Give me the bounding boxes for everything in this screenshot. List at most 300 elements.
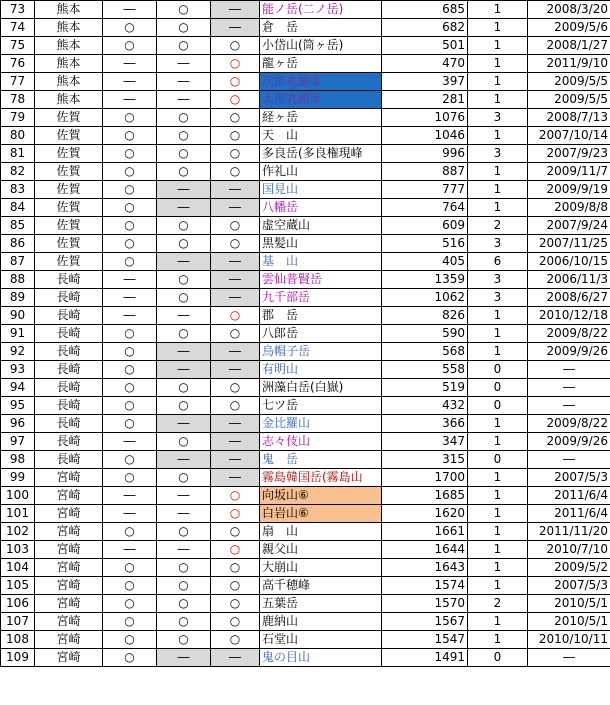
cell-date[interactable]: 2008/6/27 (528, 289, 610, 307)
cell-mountain-name[interactable]: 洲藻白岳(白嶽) (260, 379, 382, 397)
cell-mountain-name[interactable]: 金比羅山 (260, 415, 382, 433)
cell-number[interactable]: 106 (1, 595, 35, 613)
cell-mark-c[interactable]: ○ (211, 235, 260, 253)
cell-number[interactable]: 82 (1, 163, 35, 181)
cell-mountain-name[interactable]: 扇 山 (260, 523, 382, 541)
cell-mark-a[interactable]: ○ (103, 559, 157, 577)
cell-mountain-name[interactable]: 経ヶ岳 (260, 109, 382, 127)
cell-elevation[interactable]: 1567 (382, 613, 468, 631)
cell-count[interactable]: 1 (468, 559, 528, 577)
cell-count[interactable]: 1 (468, 523, 528, 541)
cell-number[interactable]: 91 (1, 325, 35, 343)
cell-prefecture[interactable]: 宮崎 (35, 559, 103, 577)
cell-prefecture[interactable]: 熊本 (35, 91, 103, 109)
cell-elevation[interactable]: 826 (382, 307, 468, 325)
cell-mark-b[interactable]: ○ (157, 559, 211, 577)
cell-mark-c[interactable]: ○ (211, 523, 260, 541)
cell-elevation[interactable]: 516 (382, 235, 468, 253)
cell-mark-a[interactable]: ○ (103, 577, 157, 595)
cell-elevation[interactable]: 558 (382, 361, 468, 379)
cell-number[interactable]: 97 (1, 433, 35, 451)
cell-mark-a[interactable]: ― (103, 55, 157, 73)
cell-date[interactable]: 2007/9/24 (528, 217, 610, 235)
cell-date[interactable]: 2010/7/10 (528, 541, 610, 559)
cell-number[interactable]: 80 (1, 127, 35, 145)
cell-mountain-name[interactable]: 石堂山 (260, 631, 382, 649)
cell-date[interactable]: 2010/5/1 (528, 595, 610, 613)
cell-count[interactable]: 1 (468, 181, 528, 199)
cell-mountain-name[interactable]: 能ノ岳(二ノ岳) (260, 1, 382, 19)
cell-mark-a[interactable]: ○ (103, 343, 157, 361)
cell-number[interactable]: 78 (1, 91, 35, 109)
cell-mark-a[interactable]: ○ (103, 37, 157, 55)
cell-count[interactable]: 1 (468, 631, 528, 649)
cell-prefecture[interactable]: 佐賀 (35, 145, 103, 163)
cell-elevation[interactable]: 347 (382, 433, 468, 451)
cell-date[interactable]: 2009/11/7 (528, 163, 610, 181)
cell-mark-c[interactable]: ○ (211, 109, 260, 127)
cell-prefecture[interactable]: 宮崎 (35, 505, 103, 523)
cell-elevation[interactable]: 1620 (382, 505, 468, 523)
cell-mark-a[interactable]: ○ (103, 145, 157, 163)
cell-date[interactable]: ― (528, 397, 610, 415)
cell-mark-b[interactable]: ― (157, 91, 211, 109)
cell-mark-b[interactable]: ○ (157, 37, 211, 55)
cell-count[interactable]: 1 (468, 91, 528, 109)
cell-prefecture[interactable]: 佐賀 (35, 235, 103, 253)
cell-elevation[interactable]: 1700 (382, 469, 468, 487)
cell-mountain-name[interactable]: 虚空蔵山 (260, 217, 382, 235)
cell-elevation[interactable]: 1491 (382, 649, 468, 667)
cell-mark-a[interactable]: ○ (103, 631, 157, 649)
cell-mark-a[interactable]: ○ (103, 397, 157, 415)
cell-number[interactable]: 98 (1, 451, 35, 469)
cell-mountain-name[interactable]: 九千部岳 (260, 289, 382, 307)
cell-mark-b[interactable]: ― (157, 361, 211, 379)
cell-count[interactable]: 6 (468, 253, 528, 271)
cell-mountain-name[interactable]: 烏帽子岳 (260, 343, 382, 361)
cell-date[interactable]: 2007/10/14 (528, 127, 610, 145)
cell-mark-c[interactable]: ○ (211, 397, 260, 415)
cell-date[interactable]: 2009/9/26 (528, 433, 610, 451)
cell-elevation[interactable]: 1570 (382, 595, 468, 613)
cell-mark-c[interactable]: ― (211, 451, 260, 469)
cell-mountain-name[interactable]: 霧島韓国岳(霧島山 (260, 469, 382, 487)
cell-number[interactable]: 95 (1, 397, 35, 415)
cell-mark-c[interactable]: ○ (211, 577, 260, 595)
cell-date[interactable]: 2009/8/22 (528, 415, 610, 433)
cell-mountain-name[interactable]: 作礼山 (260, 163, 382, 181)
cell-mark-a[interactable]: ○ (103, 253, 157, 271)
cell-date[interactable]: 2009/5/5 (528, 91, 610, 109)
cell-count[interactable]: 1 (468, 505, 528, 523)
cell-date[interactable]: 2008/7/13 (528, 109, 610, 127)
cell-mark-b[interactable]: ○ (157, 235, 211, 253)
cell-date[interactable]: 2006/11/3 (528, 271, 610, 289)
cell-mark-a[interactable]: ― (103, 541, 157, 559)
cell-number[interactable]: 96 (1, 415, 35, 433)
cell-count[interactable]: 0 (468, 397, 528, 415)
cell-elevation[interactable]: 405 (382, 253, 468, 271)
cell-mark-a[interactable]: ― (103, 487, 157, 505)
cell-number[interactable]: 83 (1, 181, 35, 199)
cell-mountain-name[interactable]: 倉 岳 (260, 19, 382, 37)
cell-count[interactable]: 3 (468, 271, 528, 289)
cell-mark-c[interactable]: ― (211, 181, 260, 199)
cell-mark-b[interactable]: ○ (157, 469, 211, 487)
cell-mark-a[interactable]: ○ (103, 451, 157, 469)
cell-date[interactable]: 2011/11/20 (528, 523, 610, 541)
cell-elevation[interactable]: 470 (382, 55, 468, 73)
cell-mountain-name[interactable]: 鬼 岳 (260, 451, 382, 469)
cell-date[interactable]: 2009/5/6 (528, 19, 610, 37)
cell-mountain-name[interactable]: 基 山 (260, 253, 382, 271)
cell-prefecture[interactable]: 宮崎 (35, 631, 103, 649)
cell-count[interactable]: 2 (468, 595, 528, 613)
cell-date[interactable]: ― (528, 379, 610, 397)
cell-mountain-name[interactable]: 次郎丸嶽⑤ (260, 73, 382, 91)
cell-elevation[interactable]: 685 (382, 1, 468, 19)
cell-mountain-name[interactable]: 五葉岳 (260, 595, 382, 613)
cell-count[interactable]: 1 (468, 577, 528, 595)
cell-mark-a[interactable]: ○ (103, 217, 157, 235)
cell-mark-a[interactable]: ― (103, 91, 157, 109)
cell-count[interactable]: 1 (468, 541, 528, 559)
cell-number[interactable]: 79 (1, 109, 35, 127)
cell-mark-c[interactable]: ○ (211, 91, 260, 109)
cell-mark-c[interactable]: ― (211, 343, 260, 361)
cell-number[interactable]: 99 (1, 469, 35, 487)
cell-elevation[interactable]: 315 (382, 451, 468, 469)
cell-elevation[interactable]: 1574 (382, 577, 468, 595)
cell-count[interactable]: 0 (468, 649, 528, 667)
cell-number[interactable]: 109 (1, 649, 35, 667)
cell-mark-b[interactable]: ○ (157, 19, 211, 37)
cell-elevation[interactable]: 519 (382, 379, 468, 397)
cell-mountain-name[interactable]: 太郎丸嶽⑤ (260, 91, 382, 109)
cell-mountain-name[interactable]: 鹿納山 (260, 613, 382, 631)
cell-count[interactable]: 1 (468, 469, 528, 487)
cell-mark-c[interactable]: ― (211, 289, 260, 307)
cell-mark-a[interactable]: ○ (103, 469, 157, 487)
cell-number[interactable]: 101 (1, 505, 35, 523)
cell-mark-b[interactable]: ○ (157, 433, 211, 451)
cell-date[interactable]: 2009/5/5 (528, 73, 610, 91)
cell-date[interactable]: 2006/10/15 (528, 253, 610, 271)
cell-prefecture[interactable]: 長崎 (35, 343, 103, 361)
cell-elevation[interactable]: 887 (382, 163, 468, 181)
cell-mark-c[interactable]: ○ (211, 73, 260, 91)
cell-mark-b[interactable]: ○ (157, 325, 211, 343)
cell-mark-c[interactable]: ○ (211, 217, 260, 235)
cell-elevation[interactable]: 996 (382, 145, 468, 163)
cell-prefecture[interactable]: 佐賀 (35, 253, 103, 271)
cell-prefecture[interactable]: 長崎 (35, 307, 103, 325)
cell-prefecture[interactable]: 長崎 (35, 397, 103, 415)
cell-elevation[interactable]: 1547 (382, 631, 468, 649)
cell-prefecture[interactable]: 宮崎 (35, 649, 103, 667)
cell-mountain-name[interactable]: 八幡岳 (260, 199, 382, 217)
cell-prefecture[interactable]: 熊本 (35, 19, 103, 37)
cell-count[interactable]: 0 (468, 361, 528, 379)
cell-mark-c[interactable]: ○ (211, 55, 260, 73)
cell-prefecture[interactable]: 熊本 (35, 55, 103, 73)
cell-mark-b[interactable]: ○ (157, 145, 211, 163)
cell-mark-b[interactable]: ○ (157, 127, 211, 145)
cell-mark-a[interactable]: ○ (103, 613, 157, 631)
cell-mark-c[interactable]: ○ (211, 505, 260, 523)
cell-date[interactable]: ― (528, 361, 610, 379)
cell-count[interactable]: 2 (468, 217, 528, 235)
cell-date[interactable]: ― (528, 451, 610, 469)
cell-number[interactable]: 84 (1, 199, 35, 217)
cell-mountain-name[interactable]: 有明山 (260, 361, 382, 379)
cell-prefecture[interactable]: 宮崎 (35, 613, 103, 631)
cell-mark-b[interactable]: ○ (157, 163, 211, 181)
cell-mark-a[interactable]: ― (103, 505, 157, 523)
cell-date[interactable]: 2007/9/23 (528, 145, 610, 163)
cell-mountain-name[interactable]: 国見山 (260, 181, 382, 199)
cell-mark-b[interactable]: ― (157, 199, 211, 217)
cell-count[interactable]: 1 (468, 1, 528, 19)
cell-elevation[interactable]: 1685 (382, 487, 468, 505)
cell-prefecture[interactable]: 宮崎 (35, 469, 103, 487)
cell-number[interactable]: 107 (1, 613, 35, 631)
cell-prefecture[interactable]: 熊本 (35, 73, 103, 91)
cell-count[interactable]: 1 (468, 37, 528, 55)
cell-prefecture[interactable]: 宮崎 (35, 577, 103, 595)
cell-count[interactable]: 3 (468, 235, 528, 253)
cell-count[interactable]: 1 (468, 73, 528, 91)
cell-mark-c[interactable]: ○ (211, 613, 260, 631)
cell-prefecture[interactable]: 佐賀 (35, 127, 103, 145)
cell-prefecture[interactable]: 長崎 (35, 415, 103, 433)
cell-elevation[interactable]: 281 (382, 91, 468, 109)
cell-mark-a[interactable]: ― (103, 73, 157, 91)
cell-elevation[interactable]: 366 (382, 415, 468, 433)
cell-count[interactable]: 1 (468, 55, 528, 73)
cell-elevation[interactable]: 1062 (382, 289, 468, 307)
cell-elevation[interactable]: 682 (382, 19, 468, 37)
cell-prefecture[interactable]: 佐賀 (35, 109, 103, 127)
cell-number[interactable]: 86 (1, 235, 35, 253)
cell-mark-c[interactable]: ― (211, 199, 260, 217)
cell-number[interactable]: 102 (1, 523, 35, 541)
cell-elevation[interactable]: 1359 (382, 271, 468, 289)
cell-elevation[interactable]: 568 (382, 343, 468, 361)
cell-mark-c[interactable]: ○ (211, 541, 260, 559)
cell-date[interactable]: 2008/1/27 (528, 37, 610, 55)
cell-mark-b[interactable]: ○ (157, 109, 211, 127)
cell-mountain-name[interactable]: 高千穂峰 (260, 577, 382, 595)
cell-mark-c[interactable]: ○ (211, 379, 260, 397)
cell-prefecture[interactable]: 長崎 (35, 451, 103, 469)
cell-date[interactable]: 2011/6/4 (528, 487, 610, 505)
cell-mark-a[interactable]: ○ (103, 379, 157, 397)
cell-mountain-name[interactable]: 八郎岳 (260, 325, 382, 343)
cell-mark-a[interactable]: ○ (103, 181, 157, 199)
cell-elevation[interactable]: 1661 (382, 523, 468, 541)
cell-prefecture[interactable]: 佐賀 (35, 163, 103, 181)
cell-mountain-name[interactable]: 向坂山⑥ (260, 487, 382, 505)
cell-mark-b[interactable]: ― (157, 253, 211, 271)
cell-mark-a[interactable]: ― (103, 307, 157, 325)
cell-mark-b[interactable]: ― (157, 541, 211, 559)
cell-number[interactable]: 92 (1, 343, 35, 361)
cell-mountain-name[interactable]: 龍ヶ岳 (260, 55, 382, 73)
cell-mark-c[interactable]: ○ (211, 487, 260, 505)
cell-mark-b[interactable]: ― (157, 55, 211, 73)
cell-elevation[interactable]: 777 (382, 181, 468, 199)
cell-mark-a[interactable]: ○ (103, 109, 157, 127)
cell-mark-b[interactable]: ○ (157, 523, 211, 541)
cell-mark-a[interactable]: ― (103, 289, 157, 307)
cell-mark-b[interactable]: ○ (157, 271, 211, 289)
cell-mark-b[interactable]: ○ (157, 397, 211, 415)
cell-mark-b[interactable]: ○ (157, 217, 211, 235)
cell-mark-c[interactable]: ○ (211, 559, 260, 577)
cell-prefecture[interactable]: 宮崎 (35, 523, 103, 541)
cell-prefecture[interactable]: 長崎 (35, 289, 103, 307)
cell-mountain-name[interactable]: 大崩山 (260, 559, 382, 577)
cell-date[interactable]: 2009/8/22 (528, 325, 610, 343)
cell-number[interactable]: 108 (1, 631, 35, 649)
cell-number[interactable]: 105 (1, 577, 35, 595)
cell-mark-c[interactable]: ○ (211, 631, 260, 649)
cell-mountain-name[interactable]: 雲仙普賢岳 (260, 271, 382, 289)
cell-mountain-name[interactable]: 志々伎山 (260, 433, 382, 451)
cell-number[interactable]: 87 (1, 253, 35, 271)
cell-prefecture[interactable]: 佐賀 (35, 217, 103, 235)
cell-mark-a[interactable]: ― (103, 271, 157, 289)
cell-prefecture[interactable]: 長崎 (35, 325, 103, 343)
cell-mark-c[interactable]: ― (211, 415, 260, 433)
cell-count[interactable]: 1 (468, 487, 528, 505)
cell-count[interactable]: 1 (468, 433, 528, 451)
cell-mark-a[interactable]: ○ (103, 649, 157, 667)
cell-date[interactable]: 2011/6/4 (528, 505, 610, 523)
cell-mark-a[interactable]: ○ (103, 361, 157, 379)
cell-prefecture[interactable]: 長崎 (35, 271, 103, 289)
cell-date[interactable]: 2009/5/2 (528, 559, 610, 577)
cell-mark-b[interactable]: ○ (157, 289, 211, 307)
cell-number[interactable]: 103 (1, 541, 35, 559)
cell-mark-c[interactable]: ― (211, 271, 260, 289)
cell-elevation[interactable]: 590 (382, 325, 468, 343)
cell-count[interactable]: 1 (468, 325, 528, 343)
cell-mark-a[interactable]: ○ (103, 127, 157, 145)
cell-count[interactable]: 3 (468, 109, 528, 127)
cell-mark-c[interactable]: ○ (211, 37, 260, 55)
cell-elevation[interactable]: 1076 (382, 109, 468, 127)
cell-prefecture[interactable]: 佐賀 (35, 199, 103, 217)
cell-mark-b[interactable]: ○ (157, 1, 211, 19)
cell-count[interactable]: 1 (468, 199, 528, 217)
cell-date[interactable]: 2010/12/18 (528, 307, 610, 325)
cell-mountain-name[interactable]: 小岱山(筒ヶ岳) (260, 37, 382, 55)
cell-mark-b[interactable]: ― (157, 451, 211, 469)
cell-mark-b[interactable]: ○ (157, 577, 211, 595)
cell-date[interactable]: 2009/9/26 (528, 343, 610, 361)
cell-mountain-name[interactable]: 天 山 (260, 127, 382, 145)
cell-mark-c[interactable]: ― (211, 253, 260, 271)
cell-number[interactable]: 73 (1, 1, 35, 19)
cell-date[interactable]: 2009/9/19 (528, 181, 610, 199)
cell-prefecture[interactable]: 宮崎 (35, 541, 103, 559)
cell-prefecture[interactable]: 熊本 (35, 1, 103, 19)
cell-mark-c[interactable]: ○ (211, 163, 260, 181)
cell-mark-b[interactable]: ― (157, 415, 211, 433)
cell-elevation[interactable]: 1643 (382, 559, 468, 577)
cell-count[interactable]: 1 (468, 343, 528, 361)
cell-mark-b[interactable]: ― (157, 181, 211, 199)
cell-mark-b[interactable]: ○ (157, 631, 211, 649)
cell-mark-b[interactable]: ― (157, 487, 211, 505)
cell-mark-c[interactable]: ○ (211, 325, 260, 343)
cell-count[interactable]: 3 (468, 145, 528, 163)
cell-mark-b[interactable]: ○ (157, 613, 211, 631)
cell-prefecture[interactable]: 宮崎 (35, 595, 103, 613)
cell-mark-b[interactable]: ― (157, 307, 211, 325)
cell-count[interactable]: 0 (468, 451, 528, 469)
cell-count[interactable]: 0 (468, 379, 528, 397)
cell-prefecture[interactable]: 長崎 (35, 433, 103, 451)
cell-date[interactable]: 2010/10/11 (528, 631, 610, 649)
cell-number[interactable]: 81 (1, 145, 35, 163)
cell-mark-a[interactable]: ○ (103, 595, 157, 613)
cell-date[interactable]: 2007/11/25 (528, 235, 610, 253)
cell-mark-a[interactable]: ○ (103, 523, 157, 541)
cell-number[interactable]: 75 (1, 37, 35, 55)
cell-mark-c[interactable]: ― (211, 433, 260, 451)
cell-prefecture[interactable]: 熊本 (35, 37, 103, 55)
cell-count[interactable]: 1 (468, 415, 528, 433)
cell-mountain-name[interactable]: 親父山 (260, 541, 382, 559)
cell-number[interactable]: 94 (1, 379, 35, 397)
cell-elevation[interactable]: 432 (382, 397, 468, 415)
cell-mark-c[interactable]: ― (211, 1, 260, 19)
cell-date[interactable]: 2010/5/1 (528, 613, 610, 631)
cell-date[interactable]: 2007/5/3 (528, 577, 610, 595)
cell-mark-a[interactable]: ○ (103, 199, 157, 217)
cell-number[interactable]: 89 (1, 289, 35, 307)
cell-number[interactable]: 74 (1, 19, 35, 37)
cell-elevation[interactable]: 397 (382, 73, 468, 91)
cell-count[interactable]: 1 (468, 19, 528, 37)
cell-mark-a[interactable]: ○ (103, 415, 157, 433)
cell-mark-b[interactable]: ― (157, 505, 211, 523)
cell-elevation[interactable]: 764 (382, 199, 468, 217)
cell-mark-c[interactable]: ― (211, 469, 260, 487)
cell-prefecture[interactable]: 長崎 (35, 379, 103, 397)
cell-mark-b[interactable]: ― (157, 649, 211, 667)
cell-count[interactable]: 1 (468, 127, 528, 145)
cell-date[interactable]: 2007/5/3 (528, 469, 610, 487)
cell-number[interactable]: 77 (1, 73, 35, 91)
cell-mountain-name[interactable]: 多良岳(多良権現峰 (260, 145, 382, 163)
cell-mountain-name[interactable]: 白岩山⑥ (260, 505, 382, 523)
cell-mountain-name[interactable]: 七ツ岳 (260, 397, 382, 415)
cell-number[interactable]: 93 (1, 361, 35, 379)
cell-mark-a[interactable]: ○ (103, 19, 157, 37)
cell-prefecture[interactable]: 佐賀 (35, 181, 103, 199)
cell-mark-b[interactable]: ○ (157, 379, 211, 397)
cell-mark-a[interactable]: ○ (103, 235, 157, 253)
cell-mark-a[interactable]: ○ (103, 163, 157, 181)
cell-number[interactable]: 100 (1, 487, 35, 505)
cell-mark-c[interactable]: ― (211, 649, 260, 667)
cell-date[interactable]: ― (528, 649, 610, 667)
